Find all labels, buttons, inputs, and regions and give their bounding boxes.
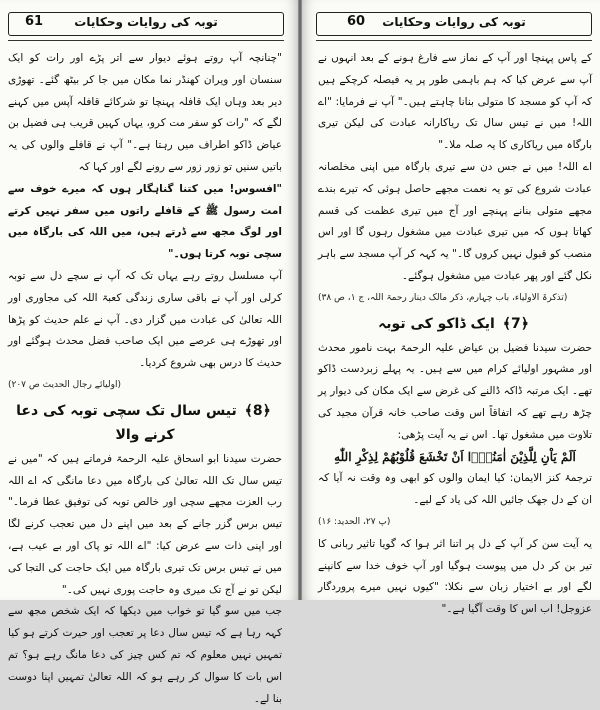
running-title: توبہ کی روایات وحکایات [74, 15, 218, 29]
page-body [8, 48, 282, 710]
page-body [318, 48, 592, 621]
paragraph: جب میں سو گیا تو خواب میں دیکھا کہ ایک شخص مجھ سے کہہ رہا ہے کہ تیس سال دعا پر تعجب اور حیرت کرتے ہو کیا تمہیں نہیں معلوم کہ تم کس چیز کی دعا مانگ رہے ہو؟ تم اس بات کا سوال کر رہے ہو کہ اللہ تعالیٰ تمہیں اپنا دوست بنا لے۔ [8, 605, 282, 705]
reference: (تذکرۃ الاولیاء، باب چہارم، ذکر مالک دینار رحمۃ اللہ، ج ۱، ص ۳۸) [318, 292, 568, 303]
section-number: ﴿8﴾ [244, 402, 271, 419]
page-header [8, 12, 284, 36]
paragraph: کے پاس پہنچا اور آپ کے نماز سے فارغ ہونے کے بعد انہوں نے آپ سے عرض کیا کہ ہم باہمی طور پر یہ فیصلہ کرچکے ہیں کہ آپ کو مسجد کا متولی بنانا چاہتے ہیں۔" آپ نے فرمایا: "اے اللہ! میں نے تیس سال تک ریاکارانہ عبادت کی لیکن تیری بارگاہ میں ریاکاری کا یہ صلہ ملا۔" [318, 52, 592, 152]
paragraph: حضرت سیدنا فضیل بن عیاض علیہ الرحمۃ بہت نامور محدث اور مشہور اولیائے کرام میں سے ہیں۔ یہ پہلے زبردست ڈاکو تھے۔ ایک مرتبہ ڈاکہ ڈالنے کی غرض سے ایک مکان کی دیوار پر چڑھ رہے تھے کہ اتفاقاً اس وقت صاحب خانہ قرآن مجید کی تلاوت میں مشغول تھا۔ اس نے یہ آیت پڑھی: [318, 341, 592, 441]
paragraph: یہ آیت سن کر آپ کے دل پر اتنا اثر ہوا کہ گویا تاثیر ربانی کا تیر بن کر دل میں پیوست ہوگیا اور آپ خوف خدا سے کانپنے لگے اور بے اختیار زبان سے نکلا: "کیوں نہیں میرے پروردگار عزوجل! اب اس کا وقت آگیا ہے۔" [318, 537, 592, 616]
header-rule [316, 40, 592, 41]
running-title: توبہ کی روایات وحکایات [382, 15, 526, 29]
paragraph: "چنانچہ آپ روتے ہوئے دیوار سے اتر پڑے اور رات کو ایک سنسان اور ویران کھنڈر نما مکان میں جا کر بیٹھ گئے۔ تھوڑی دیر بعد وہاں ایک قافلہ پہنچا تو شرکائے قافلہ آپس میں کہنے لگے کہ "رات کو سفر مت کرو، یہاں کہیں قریب ہی فضیل بن عیاض ڈاکو اطراف میں رہتا ہے۔" آپ نے قافلے والوں کی یہ باتیں سنیں تو زور زور سے رونے لگے اور کہا کہ [8, 52, 282, 173]
verse-translation: ترجمۂ کنز الایمان: کیا ایمان والوں کو ابھی وہ وقت نہ آیا کہ ان کے دل جھک جائیں اللہ کی یاد کے لیے۔ [318, 472, 592, 507]
section-heading [8, 399, 282, 447]
section-title: تیس سال تک سچی توبہ کی دعا کرنے والا [16, 402, 237, 443]
paragraph: "افسوس! میں کتنا گناہگار ہوں کہ میرے خوف سے امت رسول ﷺ کے قافلے راتوں میں سفر نہیں کرتے اور لوگ مجھ سے ڈرتے ہیں، میں اللہ کی بارگاہ میں سچی توبہ کرتا ہوں۔" [8, 182, 282, 261]
paragraph: اے اللہ! میں نے جس دن سے تیری بارگاہ میں اپنی مخلصانہ عبادت شروع کی تو یہ نعمت مجھے حاصل ہوئی کہ تیرے بندے مجھے متولی بنانے پہنچے اور آج میں تیری عظمت کی قسم کھاتا ہوں کہ میں تیری عبادت میں مشغول رہوں گا اور اس منصب کو قبول نہیں کروں گا۔" یہ کہہ کر آپ مسجد سے باہر نکل گئے اور پھر عبادت میں مشغول ہوگئے۔ [318, 160, 592, 282]
paragraph: آپ مسلسل روتے رہے یہاں تک کہ آپ نے سچے دل سے توبہ کرلی اور آپ نے باقی ساری زندگی کعبۃ اللہ کی مجاوری اور اللہ تعالیٰ کی عبادت میں گزار دی۔ آپ نے علم حدیث کو پڑھا اور تھوڑے ہی عرصے میں ایک صاحب فضل محدث ہوگئے اور حدیث کا درس بھی شروع کردیا۔ [8, 269, 282, 370]
verse-reference: (پ ۲۷، الحدید: ۱۶) [318, 516, 391, 527]
page-number: 61 [25, 14, 44, 29]
section-heading [318, 312, 592, 336]
page-header [316, 12, 592, 36]
quran-verse: اَلَمْ یَاْنِ لِلَّذِیْنَ اٰمَنُوْۤا اَنْ تَخْشَعَ قُلُوْبُهُمْ لِذِكْرِ اللّٰهِ [334, 449, 576, 464]
page-number: 60 [347, 14, 366, 29]
right-page [302, 0, 600, 616]
left-page [0, 0, 298, 705]
section-number: ﴿7﴾ [502, 315, 529, 332]
reference: (اولیائے رجال الحدیث ص ۲۰۷) [8, 379, 122, 390]
header-rule [8, 40, 284, 41]
paragraph: حضرت سیدنا ابو اسحاق علیہ الرحمۃ فرماتے ہیں کہ "میں نے تیس سال تک اللہ تعالیٰ کی بارگاہ میں دعا مانگی کہ اے اللہ رب العزت مجھے سچی اور خالص توبہ کی توفیق عطا فرما۔" تیس برس گزر جانے کے بعد میں اپنے دل میں تعجب کرنے لگا اور اپنی ذات سے عرض کیا: "اے اللہ تو پاک اور بے عیب ہے، میں نے تیس برس تک تیری بارگاہ میں ایک حاجت کی التجا کی لیکن تو نے آج تک میری وہ حاجت پوری نہیں کی۔" [8, 452, 282, 596]
section-title: ایک ڈاکو کی توبہ [378, 315, 495, 332]
